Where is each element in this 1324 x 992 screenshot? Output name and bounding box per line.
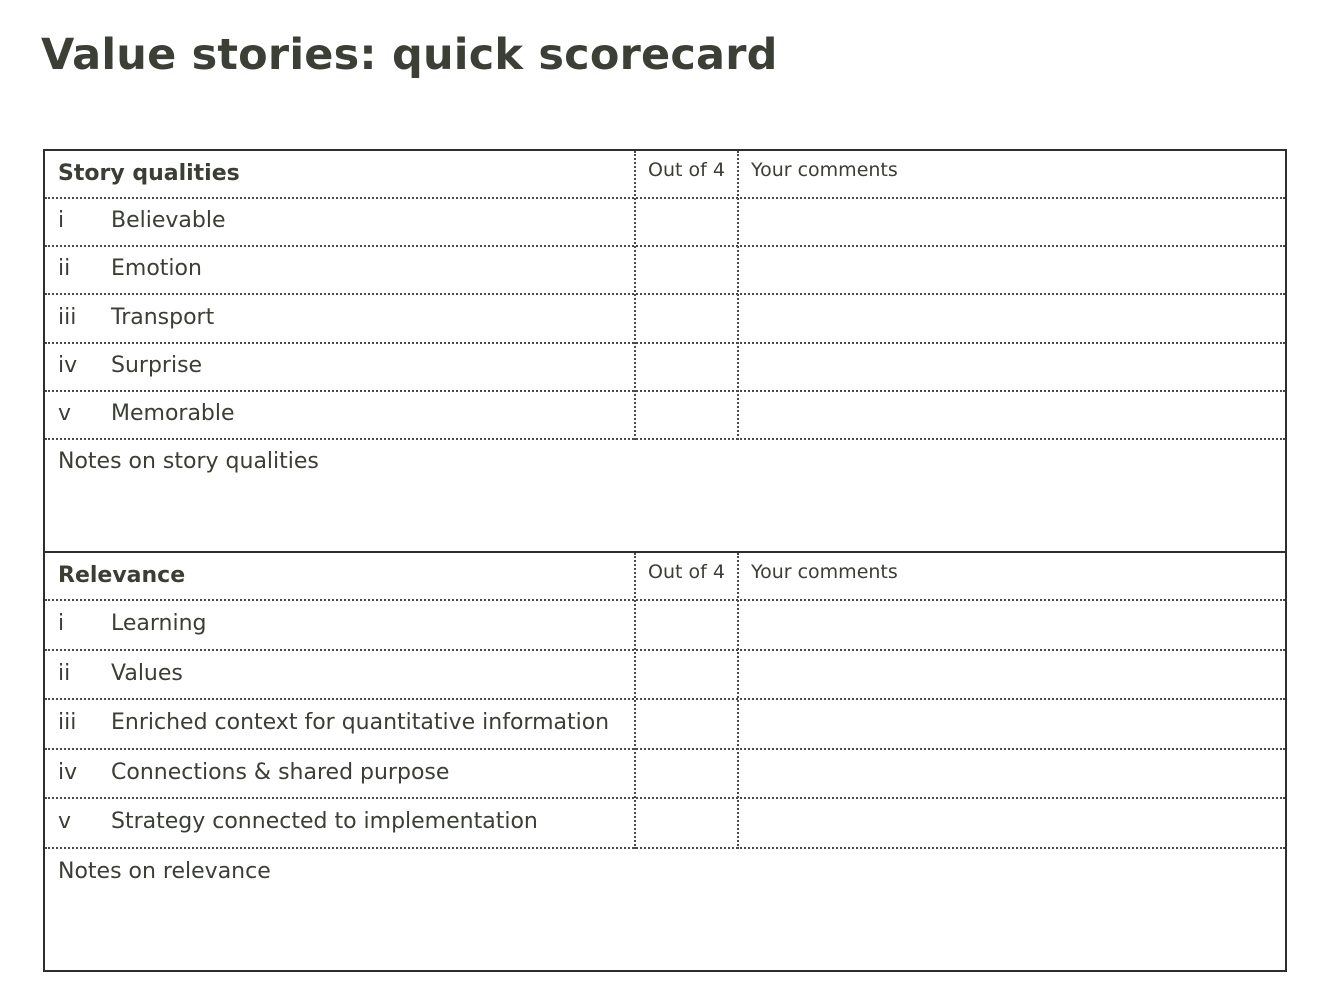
section-header-row xyxy=(45,553,1285,601)
score-column-header: Out of 4 xyxy=(648,159,725,181)
section-heading: Story qualities xyxy=(58,161,240,186)
score-column-header: Out of 4 xyxy=(648,561,725,583)
table-row xyxy=(45,344,1285,392)
row-numeral: iv xyxy=(58,353,78,378)
row-label: Connections & shared purpose xyxy=(111,760,450,785)
table-row xyxy=(45,799,1285,849)
row-label: Surprise xyxy=(111,353,203,378)
table-row xyxy=(45,651,1285,700)
row-label: Enriched context for quantitative information xyxy=(111,710,610,735)
table-row xyxy=(45,199,1285,247)
row-label: Believable xyxy=(111,208,226,233)
notes-label: Notes on story qualities xyxy=(58,449,319,474)
row-label: Values xyxy=(111,661,183,686)
section-story-qualities xyxy=(45,151,1285,551)
row-numeral: v xyxy=(58,401,72,426)
column-divider xyxy=(737,553,739,849)
column-divider xyxy=(634,553,636,849)
section-heading: Relevance xyxy=(58,563,186,588)
row-numeral: iii xyxy=(58,305,77,330)
row-numeral: ii xyxy=(58,661,71,686)
row-numeral: i xyxy=(58,611,65,636)
table-row xyxy=(45,295,1285,344)
table-row xyxy=(45,700,1285,750)
notes-label: Notes on relevance xyxy=(58,859,271,884)
row-numeral: ii xyxy=(58,256,71,281)
comments-column-header: Your comments xyxy=(751,561,898,583)
row-label: Memorable xyxy=(111,401,235,426)
row-label: Transport xyxy=(111,305,215,330)
column-divider xyxy=(737,151,739,440)
section-relevance xyxy=(45,551,1285,972)
row-label: Emotion xyxy=(111,256,202,281)
row-numeral: iii xyxy=(58,710,77,735)
row-label: Learning xyxy=(111,611,207,636)
table-row xyxy=(45,392,1285,440)
table-row xyxy=(45,601,1285,651)
scorecard-table xyxy=(43,149,1287,972)
row-numeral: i xyxy=(58,208,65,233)
table-row xyxy=(45,750,1285,799)
row-label: Strategy connected to implementation xyxy=(111,809,538,834)
row-numeral: iv xyxy=(58,760,78,785)
comments-column-header: Your comments xyxy=(751,159,898,181)
row-numeral: v xyxy=(58,809,72,834)
section-header-row xyxy=(45,151,1285,199)
table-row xyxy=(45,247,1285,295)
column-divider xyxy=(634,151,636,440)
page-title: Value stories: quick scorecard xyxy=(41,30,778,80)
